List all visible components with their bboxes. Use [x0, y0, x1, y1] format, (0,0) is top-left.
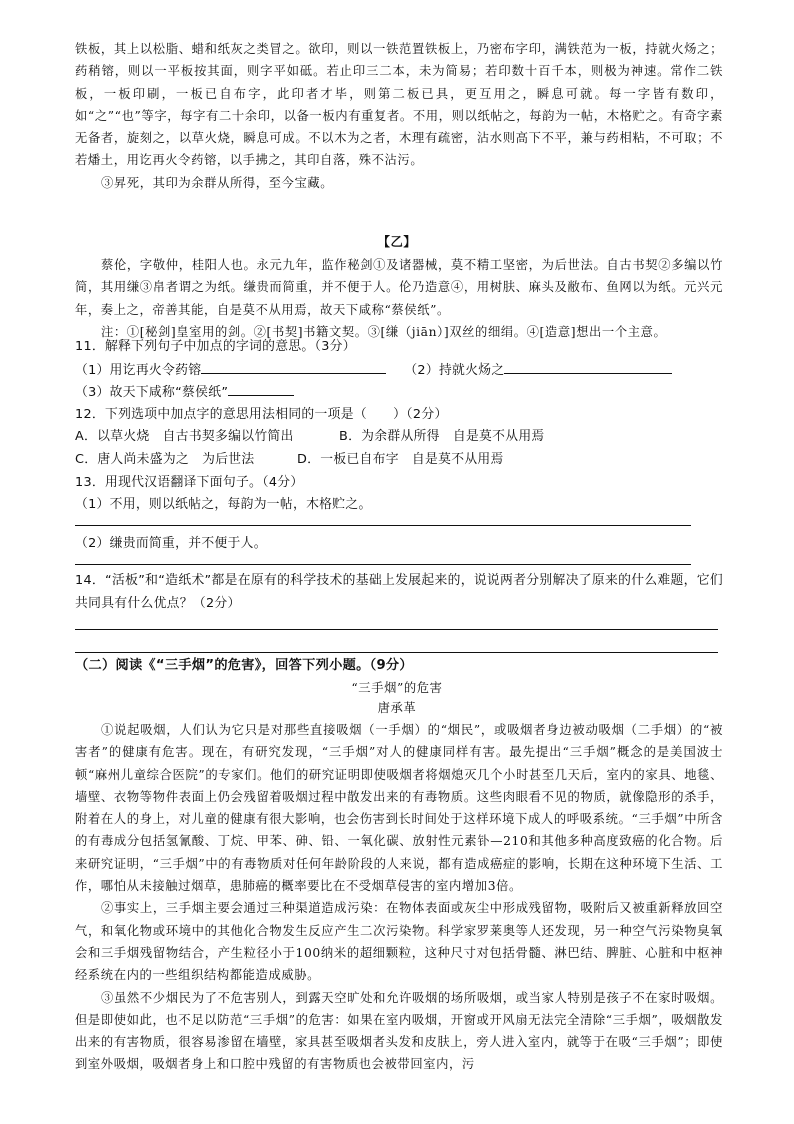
question-11-line-1 [75, 359, 672, 383]
option-d[interactable]: D．一板已自布字 自是莫不从用焉 [297, 452, 504, 467]
option-c[interactable]: C．唐人尚未盛为之 为后世法 [75, 452, 255, 467]
section-2-heading: （二）阅读《“三手烟”的危害》，回答下列小题。（9分） [75, 658, 413, 673]
answer-line-13-2[interactable] [75, 564, 691, 565]
article-author: 唐承革 [377, 701, 417, 715]
passage-jia-paragraph: 铁板，其上以松脂、蜡和纸灰之类冒之。欲印，则以一铁范置铁板上，乃密布字印，满铁范为一板，持就火炀之；药稍镕，则以一平板按其面，则字平如砥。若止印三二本，未为简易；若印数十百千本，则极为神速。常作二铁板，一板印刷，一板已自布字，此印者才毕，则第二板已具，更互用之，瞬息可就。每一字皆有数印，如“之”“也”等字，每字有二十余印，以备一板内有重复者。不用，则以纸帖之，每韵为一帖，木格贮之。有奇字素无备者，旋刻之，以草火烧，瞬息可成。不以木为之者，木理有疏密，沾水则高下不平，兼与药相粘，不可取；不若燔土，用讫再火令药镕，以手拂之，其印自落，殊不沾污。 [75, 42, 723, 168]
question-14: 14．“活板”和“造纸术”都是在原有的科学技术的基础上发展起来的，说说两者分别解决了原来的什么难题，它们共同具有什么优点？（2分） [75, 573, 723, 611]
question-12: 12．下列选项中加点字的意思用法相同的一项是（ ）（2分） [75, 407, 448, 422]
question-12-options-cd [75, 449, 504, 472]
question-13-item-1: （1）不用，则以纸帖之，每韵为一帖，木格贮之。 [75, 497, 372, 512]
question-12-options-ab [75, 426, 545, 449]
article-body [75, 719, 723, 1076]
passage-jia-paragraph-3: ③昇死，其印为余群从所得，至今宝藏。 [101, 175, 334, 190]
passage-yi [75, 254, 723, 343]
answer-line-14-2[interactable] [75, 652, 718, 653]
question-11-item-2: （2）持就火炀之 [404, 363, 505, 378]
passage-yi-heading: 【乙】 [377, 234, 417, 249]
answer-blank-11-3[interactable] [228, 381, 294, 396]
answer-blank-11-1[interactable] [201, 359, 386, 374]
option-b[interactable]: B．为余群从所得 自是莫不从用焉 [339, 429, 545, 444]
question-11-line-2 [75, 381, 294, 405]
question-11: 11．解释下列句子中加点的字词的意思。（3分） [75, 339, 356, 354]
answer-line-14-1[interactable] [75, 629, 718, 630]
option-a[interactable]: A．以草火烧 自古书契多编以竹简出 [75, 429, 294, 444]
passage-yi-paragraph: 蔡伦，字敬仲，桂阳人也。永元九年，监作秘剑①及诸器械，莫不精工坚密，为后世法。自古书契②多编以竹简，其用缣③帛者谓之为纸。缣贵而简重，并不便于人。伦乃造意④，用树肤、麻头及敝布、鱼网以为纸。元兴元年，奏上之，帝善其能，自是莫不从用焉，故天下咸称“蔡侯纸”。 [75, 258, 723, 317]
question-13: 13．用现代汉语翻译下面句子。（4分） [75, 475, 304, 490]
article-title: “三手烟”的危害 [351, 681, 443, 695]
passage-yi-notes: 注：①[秘剑]皇室用的剑。②[书契]书籍文契。③[缣（jiān）]双丝的细绢。④[造意]想出一个主意。 [101, 324, 667, 339]
answer-blank-11-2[interactable] [504, 359, 672, 374]
question-11-item-3: （3）故天下咸称“蔡侯纸” [75, 385, 229, 400]
passage-jia [75, 38, 723, 194]
question-11-item-1: （1）用讫再火令药镕 [75, 363, 202, 378]
question-13-item-2: （2）缣贵而简重，并不便于人。 [75, 536, 267, 551]
article-paragraph-2: ②事实上，三手烟主要会通过三种渠道造成污染：在物体表面或灰尘中形成残留物，吸附后又被重新释放回空气，和氧化物或环境中的其他化合物发生反应产生二次污染物。科学家罗莱奥等人还发现，另一种空气污染物臭氧会和三手烟残留物结合，产生粒径小于100纳米的超细颗粒，这种尺寸对包括骨髓、淋巴结、脾脏、心脏和中枢神经系统在内的一些组织结构都能造成威胁。 [75, 901, 723, 983]
article-paragraph-3: ③虽然不少烟民为了不危害别人，到露天空旷处和允许吸烟的场所吸烟，或当家人特别是孩子不在家时吸烟。但是即使如此，也不足以防范“三手烟”的危害：如果在室内吸烟，开窗或开风扇无法完全清除“三手烟”，吸烟散发出来的有害物质，很容易渗留在墙壁，家具甚至吸烟者头发和皮肤上，旁人进入室内，就等于在吸“三手烟”；即使到室外吸烟，吸烟者身上和口腔中残留的有害物质也会被带回室内，污 [75, 990, 723, 1072]
answer-line-13-1[interactable] [75, 525, 691, 526]
article-paragraph-1: ①说起吸烟，人们认为它只是对那些直接吸烟（一手烟）的“烟民”，或吸烟者身边被动吸烟（二手烟）的“被害者”的健康有危害。现在，有研究发现，“三手烟”对人的健康同样有害。最先提出“三手烟”概念的是美国波士顿“麻州儿童综合医院”的专家们。他们的研究证明即使吸烟者将烟熄灭几个小时甚至几天后，室内的家具、地毯、墙壁、衣物等物件表面上仍会残留着吸烟过程中散发出来的有毒物质。这些肉眼看不见的物质，就像隐形的杀手，附着在人的身上，对儿童的健康有很大影响，也会伤害到长时间处于这样环境下成人的呼吸系统。“三手烟”中所含的有毒成分包括氢氰酸、丁烷、甲苯、砷、铅、一氧化碳、放射性元素钋—210和其他多种高度致癌的化合物。后来研究证明，“三手烟”中的有毒物质对任何年龄阶段的人来说，都有造成癌症的影响，长期在这种环境下生活、工作，哪怕从未接触过烟草，患肺癌的概率要比在不受烟草侵害的室内增加3倍。 [75, 723, 723, 894]
